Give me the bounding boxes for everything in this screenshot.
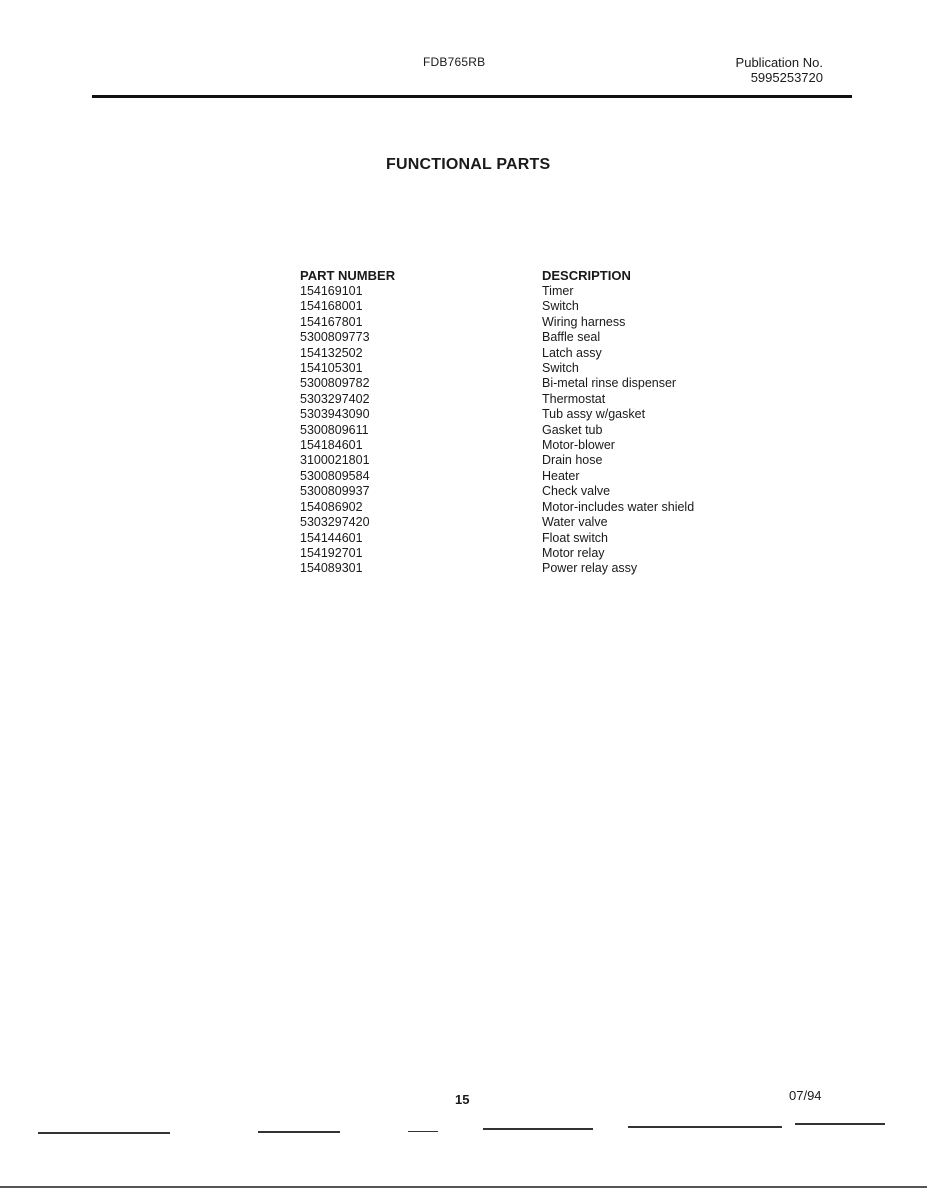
footer-dash-line <box>628 1126 782 1128</box>
part-number-cell: 154167801 <box>300 314 363 329</box>
table-row <box>300 515 694 530</box>
description-cell: Motor-includes water shield <box>542 499 695 514</box>
part-number-cell: 154105301 <box>300 361 363 376</box>
publication-label: Publication No. <box>735 55 823 70</box>
description-cell: Tub assy w/gasket <box>542 407 646 422</box>
header-rule <box>92 95 852 98</box>
page-number: 15 <box>455 1092 470 1107</box>
description-cell: Drain hose <box>542 453 603 468</box>
table-row <box>300 484 694 499</box>
footer-dash-line <box>795 1123 885 1125</box>
part-number-cell: 154144601 <box>300 530 363 545</box>
table-row <box>300 469 694 484</box>
part-number-cell: 154192701 <box>300 545 363 560</box>
part-number-cell: 154184601 <box>300 438 363 453</box>
table-row <box>300 330 694 345</box>
table-row <box>300 361 694 376</box>
table-row <box>300 438 694 453</box>
table-row <box>300 284 694 299</box>
description-cell: Motor relay <box>542 545 605 560</box>
revision-date: 07/94 <box>789 1088 822 1103</box>
part-number-cell: 5303297420 <box>300 515 370 530</box>
description-cell: Bi-metal rinse dispenser <box>542 376 677 391</box>
description-cell: Switch <box>542 299 579 314</box>
part-number-cell: 3100021801 <box>300 453 370 468</box>
part-number-cell: 5303297402 <box>300 391 370 406</box>
part-number-cell: 154169101 <box>300 284 363 298</box>
description-cell: Water valve <box>542 515 608 530</box>
publication-number: 5995253720 <box>750 70 823 85</box>
page-title: FUNCTIONAL PARTS <box>386 156 551 173</box>
parts-table-body <box>300 284 694 577</box>
table-row <box>300 531 694 546</box>
part-number-cell: 5300809584 <box>300 468 370 483</box>
table-row <box>300 561 694 576</box>
description-cell: Timer <box>542 284 574 298</box>
description-cell: Gasket tub <box>542 422 603 437</box>
description-cell: Baffle seal <box>542 330 601 345</box>
description-cell: Check valve <box>542 484 611 499</box>
table-row <box>300 453 694 468</box>
footer-dash-line <box>258 1131 340 1133</box>
footer-dash-line <box>408 1131 438 1132</box>
table-row <box>300 315 694 330</box>
table-row <box>300 392 694 407</box>
table-row <box>300 423 694 438</box>
table-row <box>300 500 694 515</box>
part-number-header: PART NUMBER <box>300 268 396 283</box>
description-cell: Switch <box>542 361 579 376</box>
model-number: FDB765RB <box>423 55 486 69</box>
part-number-cell: 154086902 <box>300 499 363 514</box>
table-row <box>300 346 694 361</box>
publication-info <box>736 55 823 85</box>
part-number-cell: 154089301 <box>300 561 363 576</box>
footer-dash-line <box>483 1128 593 1130</box>
description-cell: Latch assy <box>542 345 602 360</box>
table-row <box>300 299 694 314</box>
table-row <box>300 546 694 561</box>
part-number-cell: 5303943090 <box>300 407 370 422</box>
part-number-cell: 154132502 <box>300 345 363 360</box>
description-cell: Thermostat <box>542 391 606 406</box>
table-row <box>300 407 694 422</box>
part-number-cell: 154168001 <box>300 299 363 314</box>
description-cell: Power relay assy <box>542 561 638 576</box>
description-cell: Wiring harness <box>542 314 626 329</box>
footer-dash-line <box>38 1132 170 1134</box>
description-cell: Float switch <box>542 530 608 545</box>
bottom-rule <box>0 1186 927 1188</box>
description-cell: Heater <box>542 468 580 483</box>
part-number-cell: 5300809773 <box>300 330 370 345</box>
table-header-row <box>300 268 694 284</box>
parts-table <box>300 268 694 577</box>
part-number-cell: 5300809782 <box>300 376 370 391</box>
part-number-cell: 5300809937 <box>300 484 370 499</box>
table-row <box>300 376 694 391</box>
description-cell: Motor-blower <box>542 438 615 453</box>
part-number-cell: 5300809611 <box>300 422 369 437</box>
description-header: DESCRIPTION <box>542 268 631 283</box>
